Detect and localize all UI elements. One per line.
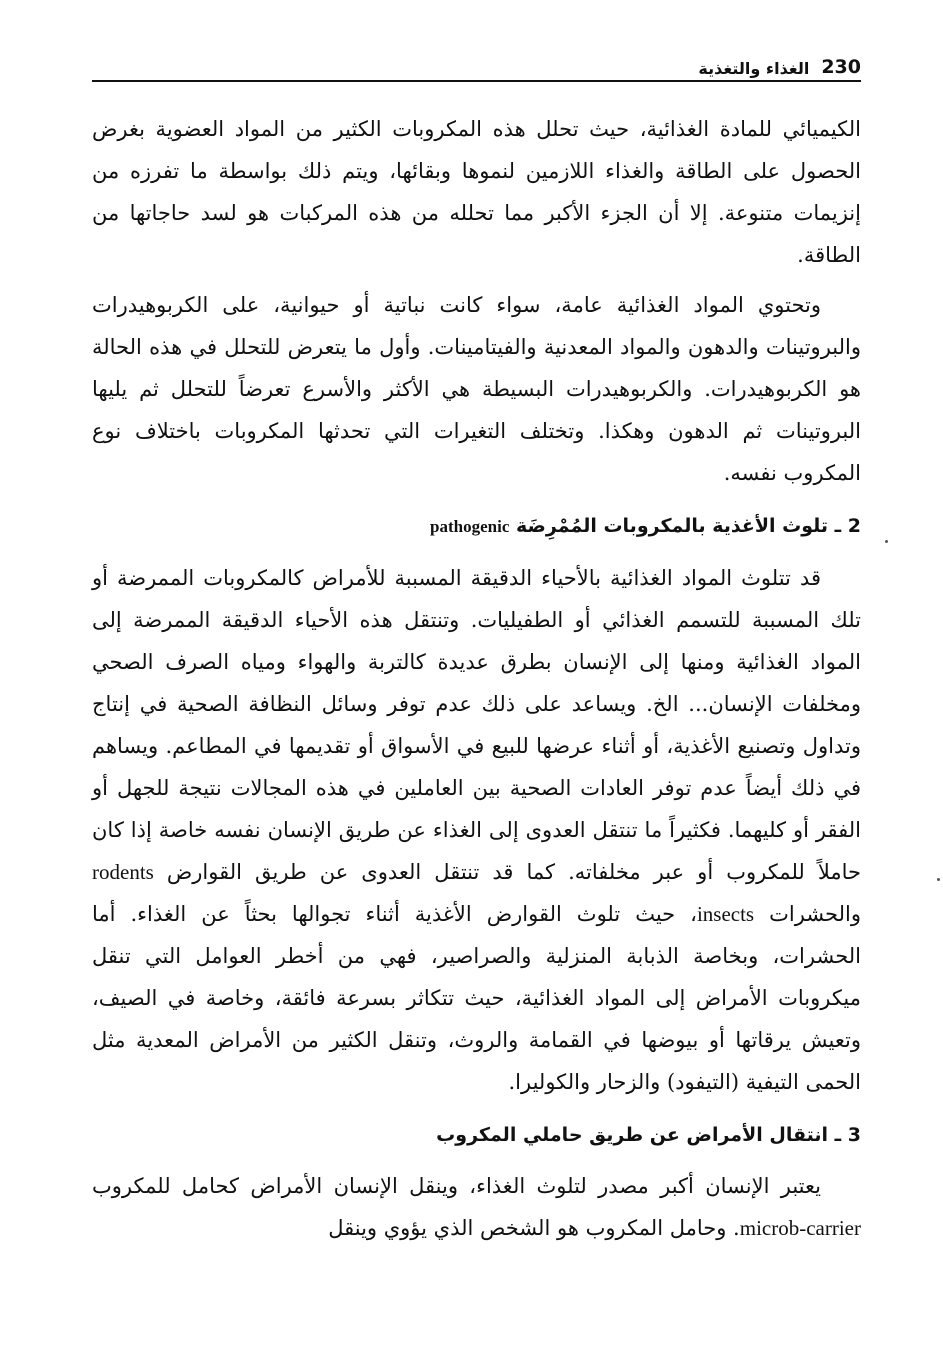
term-microb-carrier: microb-carrier — [739, 1216, 861, 1240]
page-number: 230 — [821, 56, 861, 78]
header-rule — [92, 80, 861, 82]
section-heading-3: 3 ـ انتقال الأمراض عن طريق حاملي المكروب — [436, 1124, 861, 1146]
paragraph-1: الكيميائي للمادة الغذائية، حيث تحلل هذه المكروبات الكثير من المواد العضوية بغرض الحصول على الطاقة والغذاء اللازمين لنموها وبقائها، ويتم ذلك بواسطة ما تفرزه من إنزيمات متنوعة. إلا أن الجزء الأكبر مما تحلله من هذه المركبات هو لسد حاجاتها من الطاقة. — [92, 117, 861, 267]
running-head — [92, 44, 861, 82]
section-heading-2-text: 2 ـ تلوث الأغذية بالمكروبات المُمْرِضَة — [516, 515, 861, 537]
section-heading-2-term: pathogenic — [430, 517, 510, 536]
paragraph-3-rest: ، حيث تلوث القوارض الأغذية أثناء تجوالها بحثاً عن الغذاء. أما الحشرات، وبخاصة الذبابة المنزلية والصراصير، فهي من أخطر العوامل التي تنقل ميكروبات الأمراض إلى المواد الغذائية، حيث تتكاثر بسرعة فائقة، وخاصة في الصيف، وتعيش يرقاتها أو بيوضها في القمامة والروث، وتنقل الكثير من الأمراض المعدية مثل الحمى التيفية (التيفود) والزحار والكوليرا. — [92, 902, 861, 1094]
body-text — [92, 108, 861, 1249]
running-title: الغذاء والتغذية — [698, 59, 810, 78]
term-rodents: rodents — [92, 860, 154, 884]
paragraph-4 — [92, 1165, 861, 1249]
paragraph-2: وتحتوي المواد الغذائية عامة، سواء كانت نباتية أو حيوانية، على الكربوهيدرات والبروتينات والدهون والمواد المعدنية والفيتامينات. وأول ما يتعرض للتحلل في هذه الحالة هو الكربوهيدرات. والكربوهيدرات البسيطة هي الأكثر والأسرع تعرضاً للتحلل ثم يليها البروتينات ثم الدهون وهكذا. وتختلف التغيرات التي تحدثها المكروبات باختلاف نوع المكروب نفسه. — [92, 293, 861, 485]
margin-mark — [937, 878, 940, 881]
paragraph-3-text: قد تتلوث المواد الغذائية بالأحياء الدقيقة المسببة للأمراض كالمكروبات الممرضة أو تلك المسببة للتسمم الغذائي أو الطفيليات. وتنتقل هذه الأحياء الدقيقة الممرضة إلى المواد الغذائية ومنها إلى الإنسان بطرق عديدة كالتربة والهواء ومياه الصرف الصحي ومخلفات الإنسان... الخ. ويساعد على ذلك عدم توفر وسائل النظافة الصحية في إنتاج وتداول وتصنيع الأغذية، أو أثناء عرضها للبيع في الأسواق أو تقديمها في المطاعم. ويساهم في ذلك أيضاً عدم توفر العادات الصحية بين العاملين في هذه المجالات نتيجة للجهل أو الفقر أو كليهما. فكثيراً ما تنتقل العدوى إلى الغذاء عن طريق الإنسان نفسه خاصة إذا كان حاملاً للمكروب أو عبر مخلفاته. كما قد تنتقل العدوى عن طريق القوارض — [92, 566, 861, 884]
paragraph-4-rest: . وحامل المكروب هو الشخص الذي يؤوي وينقل — [328, 1216, 740, 1240]
margin-mark — [885, 540, 888, 543]
paragraph-3-mid: والحشرات — [769, 902, 861, 926]
term-insects: insects — [696, 902, 755, 926]
paragraph-4-text: يعتبر الإنسان أكبر مصدر لتلوث الغذاء، وينقل الإنسان الأمراض كحامل للمكروب — [92, 1174, 821, 1198]
section-heading-2 — [92, 506, 861, 547]
paragraph-3 — [92, 557, 861, 1103]
